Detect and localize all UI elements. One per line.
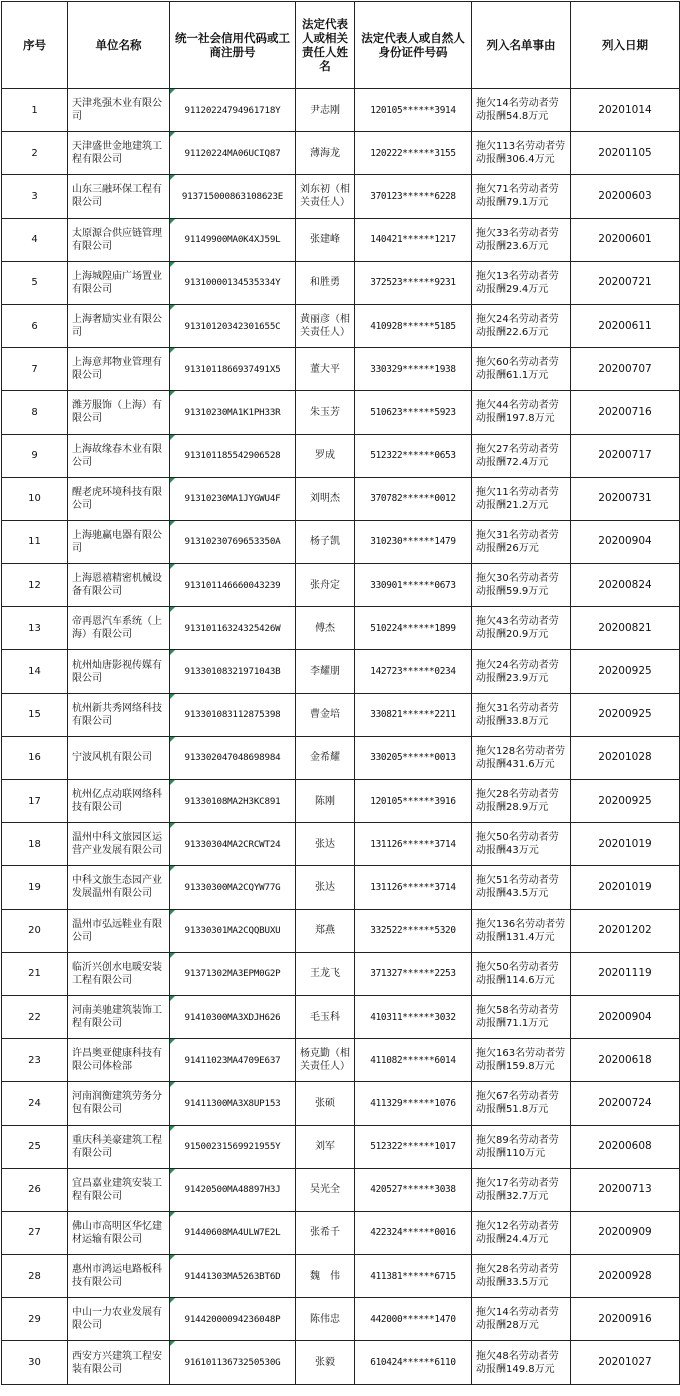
cell-seq: 20 [2,909,68,952]
cell-company: 上海恩禧精密机械设备有限公司 [68,564,170,607]
cell-id-number: 411082******6014 [355,1039,472,1082]
cell-credit-code: 91310116324325426W [170,607,296,650]
cell-seq: 8 [2,391,68,434]
cell-seq: 5 [2,261,68,304]
cell-company: 重庆科美豪建筑工程有限公司 [68,1125,170,1168]
table-row [2,261,680,304]
cell-legal-rep: 杨克勤（相关责任人） [296,1039,355,1082]
cell-reason: 拖欠71名劳动者劳动报酬79.1万元 [472,175,571,218]
cell-credit-code: 91500231569921955Y [170,1125,296,1168]
cell-date: 20201105 [571,132,680,175]
cell-reason: 拖欠89名劳动者劳动报酬110万元 [472,1125,571,1168]
cell-date: 20201202 [571,909,680,952]
cell-reason: 拖欠44名劳动者劳动报酬197.8万元 [472,391,571,434]
table-row [2,132,680,175]
cell-credit-code: 91120224794961718Y [170,89,296,132]
table-row [2,780,680,823]
cell-company: 河南美驰建筑装饰工程有限公司 [68,995,170,1038]
cell-id-number: 140421******1217 [355,218,472,261]
cell-company: 上海故缘春木业有限公司 [68,434,170,477]
cell-id-number: 330901******0673 [355,564,472,607]
cell-reason: 拖欠60名劳动者劳动报酬61.1万元 [472,348,571,391]
cell-seq: 11 [2,520,68,563]
cell-date: 20201014 [571,89,680,132]
cell-date: 20200909 [571,1211,680,1254]
cell-seq: 9 [2,434,68,477]
cell-credit-code: 91330108MA2H3KC891 [170,780,296,823]
cell-seq: 17 [2,780,68,823]
cell-reason: 拖欠17名劳动者劳动报酬32.7万元 [472,1168,571,1211]
cell-id-number: 330329******1938 [355,348,472,391]
cell-legal-rep: 王龙飞 [296,952,355,995]
cell-seq: 13 [2,607,68,650]
cell-date: 20200611 [571,304,680,347]
cell-company: 宁波风机有限公司 [68,736,170,779]
cell-company: 帝再恩汽车系统（上海）有限公司 [68,607,170,650]
cell-id-number: 332522******5320 [355,909,472,952]
cell-legal-rep: 魏 伟 [296,1255,355,1298]
cell-credit-code: 91330304MA2CRCWT24 [170,823,296,866]
cell-seq: 2 [2,132,68,175]
cell-legal-rep: 傅杰 [296,607,355,650]
cell-id-number: 310230******1479 [355,520,472,563]
cell-credit-code: 91441303MA5263BT6D [170,1255,296,1298]
cell-seq: 6 [2,304,68,347]
cell-seq: 23 [2,1039,68,1082]
cell-legal-rep: 董大平 [296,348,355,391]
cell-id-number: 120105******3916 [355,780,472,823]
cell-legal-rep: 杨子凯 [296,520,355,563]
cell-company: 许昌奥亚健康科技有限公司体检部 [68,1039,170,1082]
table-row [2,520,680,563]
cell-seq: 27 [2,1211,68,1254]
cell-id-number: 411381******6715 [355,1255,472,1298]
cell-legal-rep: 陈刚 [296,780,355,823]
cell-seq: 12 [2,564,68,607]
header-reason: 列入名单事由 [472,2,571,89]
cell-id-number: 510224******1899 [355,607,472,650]
cell-reason: 拖欠50名劳动者劳动报酬114.6万元 [472,952,571,995]
table-row [2,607,680,650]
cell-company: 上海驰赢电器有限公司 [68,520,170,563]
cell-id-number: 131126******3714 [355,823,472,866]
cell-company: 杭州亿点动联网络科技有限公司 [68,780,170,823]
table-row [2,909,680,952]
cell-id-number: 411329******1076 [355,1082,472,1125]
cell-legal-rep: 张希千 [296,1211,355,1254]
cell-company: 山东三融环保工程有限公司 [68,175,170,218]
cell-reason: 拖欠12名劳动者劳动报酬24.4万元 [472,1211,571,1254]
cell-credit-code: 91310230MA1JYGWU4F [170,477,296,520]
cell-legal-rep: 尹志刚 [296,89,355,132]
table-row [2,218,680,261]
table-row [2,736,680,779]
cell-legal-rep: 张硕 [296,1082,355,1125]
blacklist-table [1,1,680,1385]
cell-legal-rep: 陈伟忠 [296,1298,355,1341]
cell-credit-code: 913101146660043239 [170,564,296,607]
cell-seq: 30 [2,1341,68,1384]
cell-company: 宜昌嘉业建筑安装工程有限公司 [68,1168,170,1211]
cell-id-number: 330821******2211 [355,693,472,736]
cell-legal-rep: 金希耀 [296,736,355,779]
table-row [2,89,680,132]
cell-credit-code: 91310120342301655C [170,304,296,347]
cell-date: 20200713 [571,1168,680,1211]
cell-date: 20200904 [571,995,680,1038]
cell-credit-code: 91310230769653350A [170,520,296,563]
table-row [2,1168,680,1211]
cell-seq: 22 [2,995,68,1038]
header-legal-rep: 法定代表人或相关责任人姓名 [296,2,355,89]
cell-legal-rep: 张达 [296,823,355,866]
cell-reason: 拖欠11名劳动者劳动报酬21.2万元 [472,477,571,520]
cell-seq: 15 [2,693,68,736]
cell-id-number: 372523******9231 [355,261,472,304]
cell-seq: 4 [2,218,68,261]
cell-credit-code: 913101185542906528 [170,434,296,477]
cell-company: 杭州灿唐影视传媒有限公司 [68,650,170,693]
table-row [2,650,680,693]
cell-company: 天津盛世金地建筑工程有限公司 [68,132,170,175]
cell-seq: 21 [2,952,68,995]
table-row [2,1298,680,1341]
cell-reason: 拖欠43名劳动者劳动报酬20.9万元 [472,607,571,650]
cell-reason: 拖欠58名劳动者劳动报酬71.1万元 [472,995,571,1038]
cell-company: 佛山市高明区华忆建材运输有限公司 [68,1211,170,1254]
cell-date: 20200608 [571,1125,680,1168]
cell-company: 上海城隍庙广场置业有限公司 [68,261,170,304]
header-company: 单位名称 [68,2,170,89]
cell-credit-code: 91330300MA2CQYW77G [170,866,296,909]
table-row [2,866,680,909]
cell-company: 临沂兴创水电暖安装工程有限公司 [68,952,170,995]
table-row [2,693,680,736]
cell-credit-code: 913301083112875398 [170,693,296,736]
table-body [2,89,680,1385]
cell-legal-rep: 张达 [296,866,355,909]
cell-legal-rep: 李耀朋 [296,650,355,693]
cell-reason: 拖欠30名劳动者劳动报酬59.9万元 [472,564,571,607]
cell-reason: 拖欠33名劳动者劳动报酬23.6万元 [472,218,571,261]
cell-date: 20200916 [571,1298,680,1341]
cell-seq: 18 [2,823,68,866]
table-row [2,952,680,995]
cell-seq: 19 [2,866,68,909]
cell-company: 杭州新共秀网络科技有限公司 [68,693,170,736]
table-row [2,304,680,347]
cell-company: 河南润衡建筑劳务分包有限公司 [68,1082,170,1125]
cell-credit-code: 91442000094236048P [170,1298,296,1341]
cell-id-number: 142723******0234 [355,650,472,693]
cell-legal-rep: 毛玉科 [296,995,355,1038]
cell-legal-rep: 张舟定 [296,564,355,607]
cell-id-number: 610424******6110 [355,1341,472,1384]
table-row [2,477,680,520]
cell-company: 天津兆强木业有限公司 [68,89,170,132]
cell-date: 20200925 [571,693,680,736]
cell-date: 20200925 [571,650,680,693]
cell-reason: 拖欠28名劳动者劳动报酬33.5万元 [472,1255,571,1298]
cell-legal-rep: 曹金培 [296,693,355,736]
cell-credit-code: 91440608MA4ULW7E2L [170,1211,296,1254]
cell-seq: 29 [2,1298,68,1341]
table-row [2,391,680,434]
cell-date: 20201027 [571,1341,680,1384]
cell-reason: 拖欠24名劳动者劳动报酬23.9万元 [472,650,571,693]
cell-credit-code: 91411300MA3X8UP153 [170,1082,296,1125]
cell-id-number: 120222******3155 [355,132,472,175]
cell-reason: 拖欠163名劳动者劳动报酬159.8万元 [472,1039,571,1082]
cell-company: 中山一力农业发展有限公司 [68,1298,170,1341]
cell-id-number: 512322******0653 [355,434,472,477]
table-row [2,434,680,477]
cell-date: 20200721 [571,261,680,304]
cell-id-number: 510623******5923 [355,391,472,434]
table-row [2,1082,680,1125]
cell-company: 中科文旅生态园产业发展温州有限公司 [68,866,170,909]
cell-id-number: 370123******6228 [355,175,472,218]
cell-date: 20200904 [571,520,680,563]
cell-company: 潍芳服饰（上海）有限公司 [68,391,170,434]
cell-id-number: 120105******3914 [355,89,472,132]
cell-date: 20201019 [571,866,680,909]
cell-legal-rep: 刘东初（相关责任人） [296,175,355,218]
header-seq: 序号 [2,2,68,89]
cell-credit-code: 913715000863108623E [170,175,296,218]
cell-date: 20200707 [571,348,680,391]
cell-seq: 1 [2,89,68,132]
cell-company: 西安方兴建筑工程安装有限公司 [68,1341,170,1384]
cell-date: 20200925 [571,780,680,823]
cell-date: 20200618 [571,1039,680,1082]
cell-id-number: 131126******3714 [355,866,472,909]
cell-credit-code: 91330108321971043B [170,650,296,693]
cell-date: 20200928 [571,1255,680,1298]
cell-reason: 拖欠27名劳动者劳动报酬72.4万元 [472,434,571,477]
cell-seq: 16 [2,736,68,779]
cell-credit-code: 91330301MA2CQQBUXU [170,909,296,952]
cell-reason: 拖欠128名劳动者劳动报酬431.6万元 [472,736,571,779]
cell-credit-code: 91410300MA3XDJH626 [170,995,296,1038]
cell-seq: 3 [2,175,68,218]
cell-id-number: 442000******1470 [355,1298,472,1341]
table-row [2,1211,680,1254]
cell-credit-code: 91371302MA3EPM0G2P [170,952,296,995]
cell-seq: 10 [2,477,68,520]
header-date: 列入日期 [571,2,680,89]
table-row [2,1039,680,1082]
cell-credit-code: 91310230MA1K1PH33R [170,391,296,434]
cell-credit-code: 91420500MA48897H3J [170,1168,296,1211]
cell-id-number: 410928******5185 [355,304,472,347]
table-row [2,1125,680,1168]
cell-reason: 拖欠28名劳动者劳动报酬28.9万元 [472,780,571,823]
cell-company: 温州中科文旅园区运营产业发展有限公司 [68,823,170,866]
cell-credit-code: 91411023MA4709E637 [170,1039,296,1082]
cell-legal-rep: 张毅 [296,1341,355,1384]
table-row [2,564,680,607]
cell-company: 太原源合供应链管理有限公司 [68,218,170,261]
cell-reason: 拖欠13名劳动者劳动报酬29.4万元 [472,261,571,304]
header-id-number: 法定代表人或自然人身份证件号码 [355,2,472,89]
cell-seq: 26 [2,1168,68,1211]
header-credit-code: 统一社会信用代码或工商注册号 [170,2,296,89]
cell-legal-rep: 黄丽彦（相关责任人） [296,304,355,347]
table-row [2,1341,680,1384]
cell-seq: 25 [2,1125,68,1168]
cell-reason: 拖欠136名劳动者劳动报酬131.4万元 [472,909,571,952]
table-row [2,1255,680,1298]
cell-reason: 拖欠67名劳动者劳动报酬51.8万元 [472,1082,571,1125]
cell-reason: 拖欠113名劳动者劳动报酬306.4万元 [472,132,571,175]
cell-company: 上海意邦物业管理有限公司 [68,348,170,391]
cell-company: 醒老虎环境科技有限公司 [68,477,170,520]
cell-id-number: 420527******3038 [355,1168,472,1211]
cell-date: 20201119 [571,952,680,995]
cell-company: 惠州市鸿运电路板科技有限公司 [68,1255,170,1298]
cell-reason: 拖欠31名劳动者劳动报酬26万元 [472,520,571,563]
cell-legal-rep: 吴光全 [296,1168,355,1211]
table-row [2,175,680,218]
cell-date: 20200731 [571,477,680,520]
cell-credit-code: 91149900MA0K4XJ59L [170,218,296,261]
cell-id-number: 512322******1017 [355,1125,472,1168]
cell-seq: 28 [2,1255,68,1298]
cell-seq: 14 [2,650,68,693]
cell-legal-rep: 刘军 [296,1125,355,1168]
cell-id-number: 422324******0016 [355,1211,472,1254]
cell-reason: 拖欠50名劳动者劳动报酬43万元 [472,823,571,866]
cell-reason: 拖欠31名劳动者劳动报酬33.8万元 [472,693,571,736]
cell-seq: 7 [2,348,68,391]
header-row [2,2,680,89]
cell-legal-rep: 罗成 [296,434,355,477]
cell-date: 20200716 [571,391,680,434]
cell-date: 20201028 [571,736,680,779]
cell-reason: 拖欠51名劳动者劳动报酬43.5万元 [472,866,571,909]
cell-date: 20201019 [571,823,680,866]
cell-date: 20200724 [571,1082,680,1125]
cell-legal-rep: 刘明杰 [296,477,355,520]
cell-reason: 拖欠48名劳动者劳动报酬149.8万元 [472,1341,571,1384]
cell-credit-code: 913302047048698984 [170,736,296,779]
cell-reason: 拖欠14名劳动者劳动报酬28万元 [472,1298,571,1341]
cell-seq: 24 [2,1082,68,1125]
cell-company: 温州市弘远鞋业有限公司 [68,909,170,952]
cell-date: 20200603 [571,175,680,218]
cell-reason: 拖欠14名劳动者劳动报酬54.8万元 [472,89,571,132]
cell-credit-code: 91120224MA06UCIQ87 [170,132,296,175]
table-row [2,348,680,391]
table-row [2,995,680,1038]
cell-date: 20200717 [571,434,680,477]
cell-date: 20200824 [571,564,680,607]
cell-id-number: 330205******0013 [355,736,472,779]
cell-legal-rep: 和胜勇 [296,261,355,304]
cell-legal-rep: 郑燕 [296,909,355,952]
cell-legal-rep: 朱玉芳 [296,391,355,434]
cell-credit-code: 91310000134535334Y [170,261,296,304]
cell-date: 20200601 [571,218,680,261]
cell-id-number: 370782******0012 [355,477,472,520]
cell-id-number: 371327******2253 [355,952,472,995]
cell-reason: 拖欠24名劳动者劳动报酬22.6万元 [472,304,571,347]
cell-credit-code: 9131011866937491X5 [170,348,296,391]
table-row [2,823,680,866]
cell-credit-code: 91610113673250530G [170,1341,296,1384]
cell-company: 上海奢励实业有限公司 [68,304,170,347]
cell-date: 20200821 [571,607,680,650]
cell-legal-rep: 张建峰 [296,218,355,261]
cell-legal-rep: 薄海龙 [296,132,355,175]
cell-id-number: 410311******3032 [355,995,472,1038]
